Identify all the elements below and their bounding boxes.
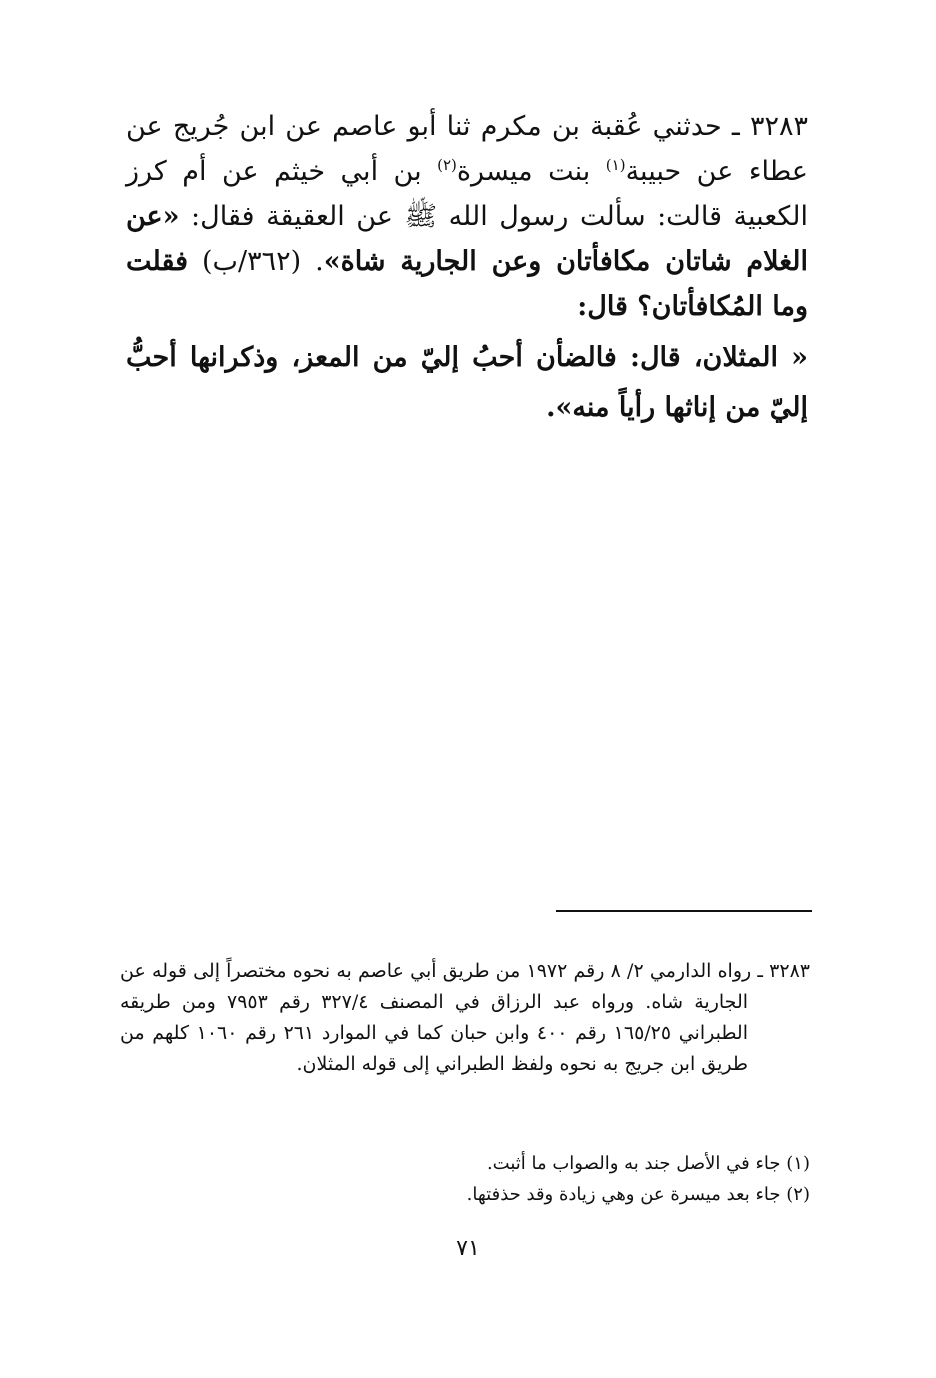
hadith-dash: ـ <box>721 111 750 142</box>
footnote-ref-2: (٢) <box>437 156 457 174</box>
hadith-matn: «عن الغلام شاتان مكافأتان وعن الجارية شاة» <box>126 201 808 277</box>
hadith-question: فقلت وما المُكافأتان؟ قال: <box>126 246 808 322</box>
footnotes <box>120 1148 810 1210</box>
footnote-2-ref: (٢) <box>786 1184 810 1205</box>
hadith-isnad: حدثني عُقبة بن مكرم ثنا أبو عاصم عن ابن جُريج عن عطاء عن حبيبة <box>126 111 808 187</box>
hadith-paragraph <box>126 104 808 329</box>
footnote-1-ref: (١) <box>786 1153 810 1174</box>
page-number: ٧١ <box>456 1236 480 1261</box>
hadith-number: ٣٢٨٣ <box>749 111 808 142</box>
hadith-isnad-3: بن أبي خيثم عن أم كرز الكعبية قالت: سألت رسول الله ﷺ عن العقيقة فقال: <box>126 156 808 232</box>
footnote-separator <box>556 910 812 912</box>
footnote-2 <box>120 1179 810 1210</box>
takhrij-text: ـ رواه الدارمي ٢/ ٨ رقم ١٩٧٢ من طريق أبي عاصم به نحوه مختصراً إلى قوله عن الجارية شاه. ورواه عبد الرزاق في المصنف ٣٢٧/٤ رقم ٧٩٥٣ ومن طريقه الطبراني ١٦٥/٢٥ رقم ٤٠٠ وابن حبان كما في الموارد ٢٦١ رقم ١٠٦٠ كلهم من طريق ابن جريج به نحوه ولفظ الطبراني إلى قوله المثلان. <box>120 960 770 1075</box>
takhrij-paragraph <box>120 956 810 1080</box>
hadith-body <box>126 104 808 433</box>
hadith-isnad-2: بنت ميسرة <box>456 156 606 187</box>
manuscript-folio: . (٣٦٢/ب) <box>188 246 324 277</box>
hadith-answer: « المثلان، قال: فالضأن أحبُ إليّ من المعز، وذكرانها أحبُّ إليّ من إناثها رأياً منه». <box>126 342 808 423</box>
footnote-ref-1: (١) <box>605 156 626 174</box>
footnote-2-text: جاء بعد ميسرة عن وهي زيادة وقد حذفتها. <box>466 1184 787 1205</box>
takhrij-note <box>120 956 810 1080</box>
footnote-1-text: جاء في الأصل جند به والصواب ما أثبت. <box>486 1153 787 1174</box>
footnote-1 <box>120 1148 810 1179</box>
takhrij-number: ٣٢٨٣ <box>769 960 810 982</box>
